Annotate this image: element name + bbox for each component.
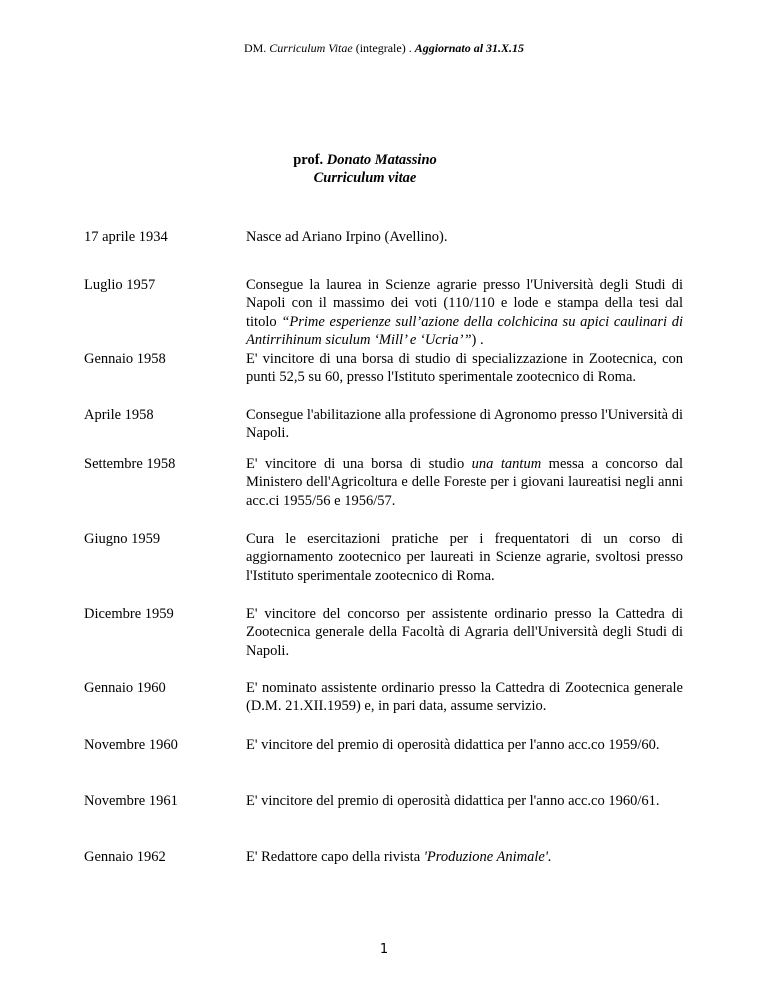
entry-text-part: Consegue l'abilitazione alla professione di Agronomo presso l'Università di Napoli. bbox=[246, 407, 683, 442]
entry-text bbox=[246, 736, 683, 754]
entry-text-part: Nasce ad Ariano Irpino (Avellino). bbox=[246, 229, 448, 245]
entry-date: Settembre 1958 bbox=[84, 456, 176, 472]
header-cv-label: Curriculum Vitae bbox=[269, 41, 353, 55]
entry-text-part: E' nominato assistente ordinario presso la Cattedra di Zootecnica generale (D.M. 21.XII.1959) e, in pari data, assume servizio. bbox=[246, 680, 683, 715]
title-name: Donato Matassino bbox=[326, 152, 437, 168]
entry-text bbox=[246, 530, 683, 585]
entry-text bbox=[246, 848, 683, 866]
entry-text-part: “Prime esperienze sull’azione della colchicina su apici caulinari di Antirrihinum siculum ‘Mill’ e ‘Ucria’” bbox=[246, 313, 683, 349]
entry-text-part: E' vincitore del premio di operosità didattica per l'anno acc.co 1960/61. bbox=[246, 793, 660, 809]
entry-text-part: Cura le esercitazioni pratiche per i frequentatori di un corso di aggiornamento zootecnico per laureati in Scienze agrarie, svoltosi presso l'Istituto sperimentale zootecnico di Roma. bbox=[246, 531, 683, 584]
entry-text-part: Consegue la laurea in Scienze agrarie presso l'Università degli Studi di Napoli con il massimo dei voti (110/110 e lode e stampa della tesi dal titolo bbox=[246, 277, 683, 330]
entry-text-part: ) . bbox=[471, 332, 484, 349]
title-prof-prefix: prof. bbox=[293, 152, 327, 168]
entry-text-part: E' vincitore del premio di operosità didattica per l'anno acc.co 1959/60. bbox=[246, 737, 660, 753]
entry-text bbox=[246, 679, 683, 716]
entry-text bbox=[246, 228, 683, 246]
entry-text-part: messa a concorso dal Ministero dell'Agricoltura e delle Foreste per i giovani laureatisi negli anni acc.ci 1955/56 e 1956/57. bbox=[246, 456, 684, 509]
header-prefix: DM. bbox=[243, 41, 270, 55]
title-name-line bbox=[210, 151, 520, 169]
title-subtitle: Curriculum vitae bbox=[313, 170, 417, 186]
entry-text-part: E' vincitore di una borsa di studio di specializzazione in Zootecnica, con punti 52,5 su 60, presso l'Istituto sperimentale zootecnico di Roma. bbox=[246, 351, 683, 386]
page-number: 1 bbox=[379, 942, 389, 957]
entry-text bbox=[246, 276, 683, 350]
entry-date: Novembre 1961 bbox=[84, 793, 178, 809]
entry-date: Giugno 1959 bbox=[84, 531, 161, 547]
page-header bbox=[0, 41, 768, 56]
entry-text bbox=[246, 792, 683, 810]
entry-date: Gennaio 1960 bbox=[84, 680, 166, 696]
entry-text bbox=[246, 406, 683, 443]
entry-text-part: 'Produzione Animale'. bbox=[423, 849, 552, 865]
document-title bbox=[210, 151, 520, 187]
entry-text-part: E' Redattore capo della rivista bbox=[246, 849, 424, 865]
entry-date: Luglio 1957 bbox=[84, 277, 156, 293]
entry-text bbox=[246, 605, 683, 660]
entry-date: Novembre 1960 bbox=[84, 737, 178, 753]
entry-date: 17 aprile 1934 bbox=[84, 229, 168, 245]
entry-text bbox=[246, 455, 683, 510]
header-updated: Aggiornato al 31.X.15 bbox=[414, 41, 525, 55]
entry-date: Dicembre 1959 bbox=[84, 606, 174, 622]
entry-text bbox=[246, 350, 683, 387]
entry-date: Gennaio 1962 bbox=[84, 849, 166, 865]
entry-date: Aprile 1958 bbox=[84, 407, 154, 423]
entry-text-part: una tantum bbox=[471, 456, 542, 472]
header-middle: (integrale) . bbox=[352, 41, 415, 55]
entry-text-part: E' vincitore del concorso per assistente ordinario presso la Cattedra di Zootecnica generale della Facoltà di Agraria dell'Università degli Studi di Napoli. bbox=[246, 606, 683, 659]
entry-text-part: E' vincitore di una borsa di studio bbox=[246, 456, 472, 472]
entry-date: Gennaio 1958 bbox=[84, 351, 166, 367]
